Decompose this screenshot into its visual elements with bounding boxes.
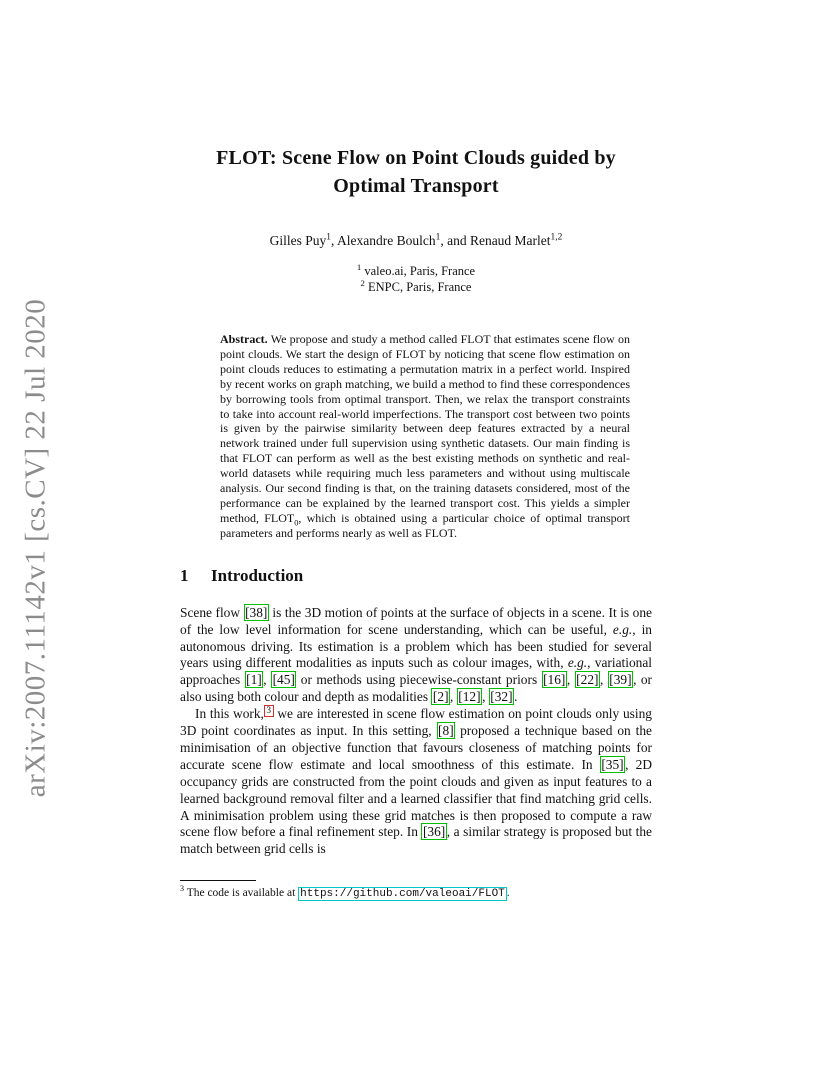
abstract: Abstract. We propose and study a method called FLOT that estimates scene flow on point clouds. We start the design of FLOT by noticing that scene flow estimation on point clouds reduces to estimating a permutation matrix in a perfect world. Inspired by recent works on graph matching, we build a method to find these correspondences by borrowing tools from optimal transport. Then, we relax the transport constraints to take into account real-world imperfections. The transport cost between two points is given by the pairwise similarity between deep features extracted by a neural network trained under full supervision using synthetic datasets. Our main finding is that FLOT can perform as well as the best existing methods on synthetic and real-world datasets while requiring much less parameters and without using multiscale analysis. Our second finding is that, on the training datasets considered, most of the performance can be explained by the learned transport cost. This yields a simpler method, $FLOT_0$, which is obtained using a particular choice of optimal transport parameters and performs nearly as well as FLOT. — [220, 332, 630, 540]
citation-link[interactable]: [45] — [272, 672, 295, 688]
paper-title — [180, 144, 652, 200]
title-line-1: FLOT: Scene Flow on Point Clouds guided by — [216, 147, 616, 169]
citation-link[interactable]: [35] — [601, 756, 624, 772]
citation-link[interactable]: [36] — [422, 824, 446, 840]
citation-link[interactable]: [2] — [432, 689, 449, 705]
affiliation-line-1: $^1$ valeo.ai, Paris, France — [356, 261, 476, 278]
section-heading — [180, 566, 652, 586]
arxiv-watermark: arXiv:2007.11142v1 [cs.CV] 22 Jul 2020 — [19, 298, 52, 798]
citation-link[interactable]: [16] — [543, 672, 566, 688]
citation-link[interactable]: [8] — [438, 723, 454, 739]
footnote-marker: 3 — [180, 884, 185, 894]
citation-link[interactable]: [39] — [609, 672, 632, 688]
citation-link[interactable]: [38] — [245, 604, 268, 620]
citation-link[interactable]: [1] — [246, 672, 262, 688]
url-link[interactable]: https://github.com/valeoai/FLOT — [300, 888, 505, 900]
intro-paragraph-1: Scene flow [38] is the 3D motion of points at the surface of objects in a scene. It is one of the low level information for scene understanding, which can be useful, e.g., in autonomous driving. Its estimation is a problem which has been studied for several years using different modalities as inputs such as colour images, with, e.g., variational approaches [1] , [45] or methods using piecewise-constant priors [16] , [22] , [39] , or also using both colour and depth as modalities [2] , [12] , [32] . — [180, 604, 653, 705]
affiliation-line-2: $^2$ ENPC, Paris, France — [360, 277, 472, 294]
intro-paragraph-2: In this work, $^3$ we are interested in scene flow estimation on point clouds only using 3D point coordinates as input. In this setting, [8] proposed a technique based on the minimisation of an objective function that favours closeness of matching points for accurate scene flow estimate and local smoothness of this estimate. In [35] , 2D occupancy grids are constructed from the point clouds and given as input features to a learned background removal filter and a learned classifier that find matching grid cells. A minimisation problem using these grid matches is then proposed to compute a raw scene flow before a final refinement step. In [36] , a similar strategy is proposed but the match between grid cells is — [180, 705, 653, 857]
author-line: Gilles Puy$^1$, Alexandre Boulch$^1$, and Renaud Marlet$^{1,2}$ — [269, 232, 563, 248]
citation-link[interactable]: [12] — [458, 689, 481, 705]
footnote-marker-link[interactable]: 3 — [264, 705, 274, 717]
section-number: 1 — [180, 565, 189, 585]
footnote-rule — [180, 880, 256, 881]
citation-link[interactable]: [32] — [490, 689, 513, 705]
footnote: $^3$ The code is available at https://github.com/valeoai/FLOT . — [180, 884, 510, 900]
paper-content — [180, 0, 652, 858]
footnote-area — [180, 880, 652, 901]
section-title: Introduction — [211, 565, 304, 585]
citation-link[interactable]: [22] — [576, 672, 599, 688]
affiliations — [180, 261, 652, 295]
title-line-2: Optimal Transport — [333, 175, 499, 197]
